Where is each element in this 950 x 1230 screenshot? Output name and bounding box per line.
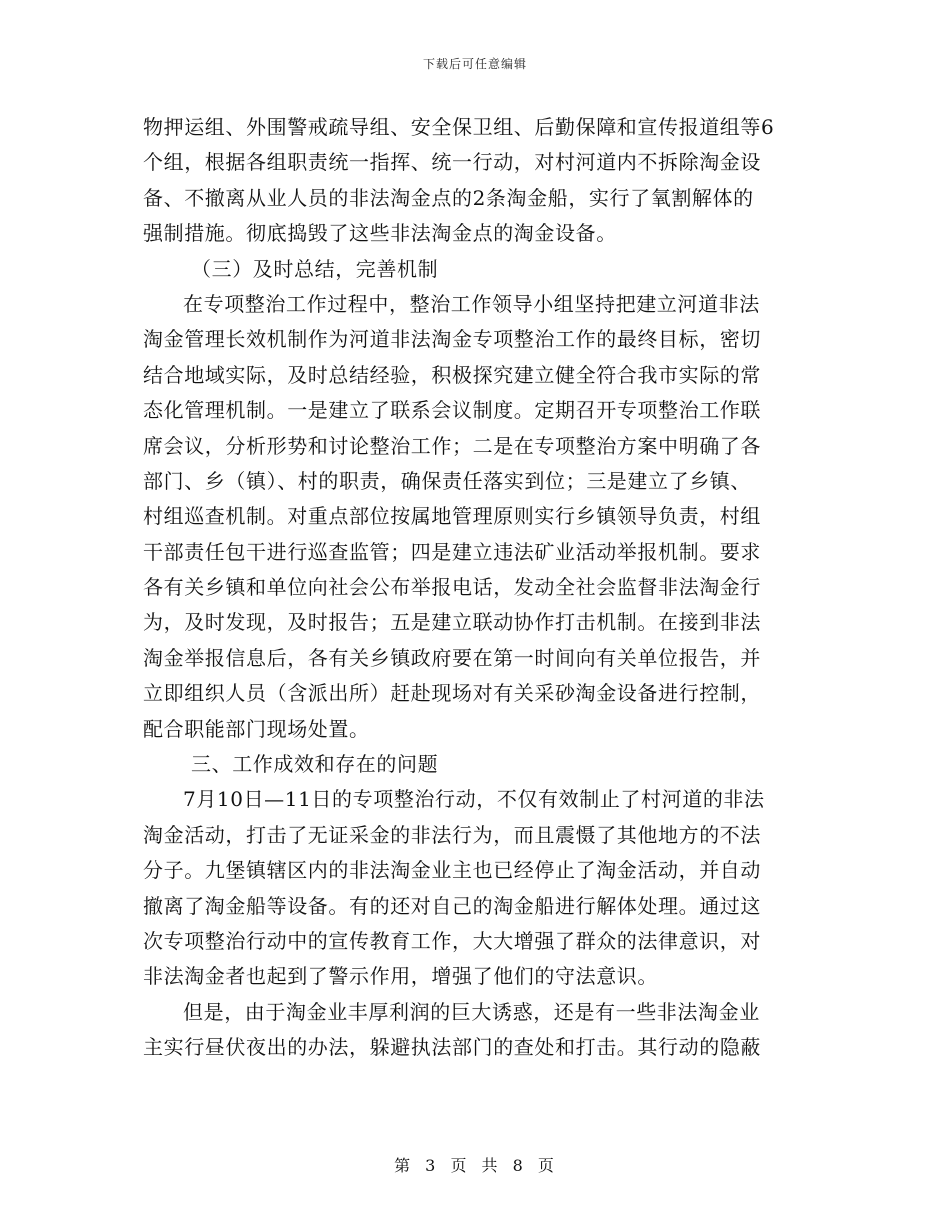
text-line: 配合职能部门现场处置。 — [143, 716, 370, 741]
text-line: 立即组织人员（含派出所）赶赴现场对有关采砂淘金设备进行控制， — [143, 681, 761, 706]
section-heading: 三、工作成效和存在的问题 — [191, 752, 439, 777]
text-line: 席会议，分析形势和讨论整治工作；二是在专项整治方案中明确了各 — [143, 433, 761, 458]
text-line: 村组巡查机制。对重点部位按属地管理原则实行乡镇领导负责，村组 — [143, 504, 761, 529]
paragraph-first-line: 在专项整治工作过程中，整治工作领导小组坚持把建立河道非法 — [183, 291, 760, 316]
text-line: 淘金举报信息后，各有关乡镇政府要在第一时间向有关单位报告，并 — [143, 645, 761, 670]
page-number-footer: 第 3 页 共 8 页 — [394, 1156, 556, 1175]
text-line: 干部责任包干进行巡查监管；四是建立违法矿业活动举报机制。要求 — [143, 539, 761, 564]
text-line: 态化管理机制。一是建立了联系会议制度。定期召开专项整治工作联 — [143, 398, 761, 423]
text-line: 淘金管理长效机制作为河道非法淘金专项整治工作的最终目标，密切 — [143, 327, 761, 352]
text-line: 主实行昼伏夜出的办法，躲避执法部门的查处和打击。其行动的隐蔽 — [143, 1035, 761, 1060]
text-line: 部门、乡（镇）、村的职责，确保责任落实到位；三是建立了乡镇、 — [143, 468, 751, 493]
text-line: 非法淘金者也起到了警示作用，增强了他们的守法意识。 — [143, 964, 658, 989]
text-line: 物押运组、外围警戒疏导组、安全保卫组、后勤保障和宣传报道组等6 — [143, 115, 775, 139]
body-text — [143, 110, 803, 1066]
paragraph-first-line: 但是，由于淘金业丰厚利润的巨大诱惑，还是有一些非法淘金业 — [183, 999, 760, 1024]
section-heading: （三）及时总结，完善机制 — [191, 256, 439, 281]
text-line: 淘金活动，打击了无证采金的非法行为，而且震慑了其他地方的不法 — [143, 822, 761, 847]
page-header: 下载后可任意编辑 — [422, 57, 527, 71]
text-line: 备、不撤离从业人员的非法淘金点的2条淘金船，实行了氧割解体的 — [143, 185, 754, 210]
text-line: 为，及时发现，及时报告；五是建立联动协作打击机制。在接到非法 — [143, 610, 761, 635]
text-line: 强制措施。彻底捣毁了这些非法淘金点的淘金设备。 — [143, 221, 617, 246]
text-line: 个组，根据各组职责统一指挥、统一行动，对村河道内不拆除淘金设 — [143, 150, 761, 175]
text-line: 结合地域实际，及时总结经验，积极探究建立健全符合我市实际的常 — [143, 362, 761, 387]
text-line: 次专项整治行动中的宣传教育工作，大大增强了群众的法律意识，对 — [143, 928, 761, 953]
text-line: 撤离了淘金船等设备。有的还对自己的淘金船进行解体处理。通过这 — [143, 893, 761, 918]
text-line: 各有关乡镇和单位向社会公布举报电话，发动全社会监督非法淘金行 — [143, 575, 761, 600]
text-line: 分子。九堡镇辖区内的非法淘金业主也已经停止了淘金活动，并自动 — [143, 858, 761, 883]
paragraph-first-line: 7月10日—11日的专项整治行动，不仅有效制止了村河道的非法 — [183, 787, 765, 812]
